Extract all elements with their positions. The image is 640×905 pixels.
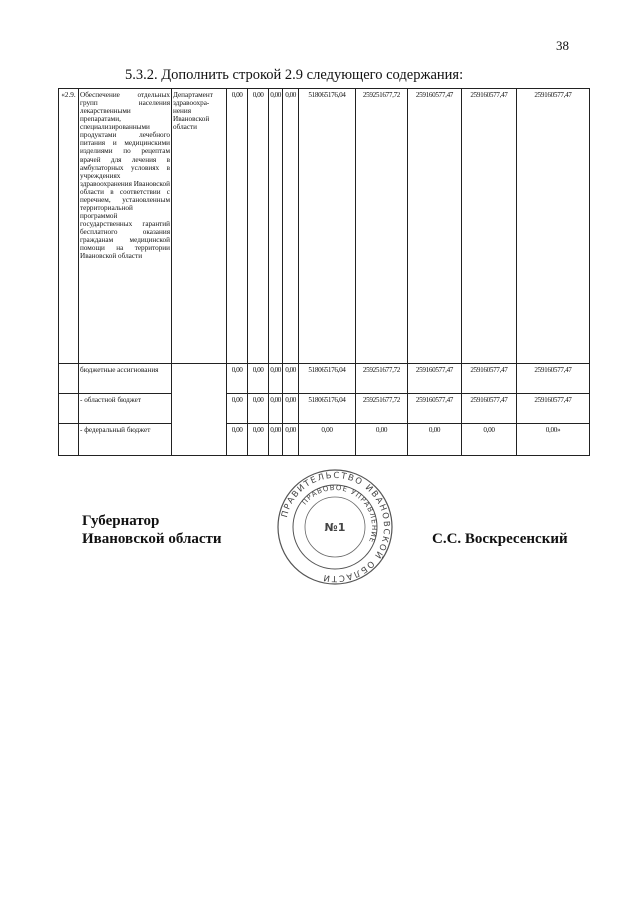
table-cell: 0,00 (248, 89, 269, 364)
row-label: бюджетные ассигнования (79, 364, 172, 394)
seal-number: №1 (324, 521, 346, 534)
section-heading: 5.3.2. Дополнить строкой 2.9 следующего содержания: (125, 67, 464, 83)
table-cell: 0,00 (269, 424, 283, 456)
table-cell: 259160577,47 (517, 364, 590, 394)
table-cell: 259160577,47 (462, 364, 517, 394)
row-label: - областной бюджет (79, 394, 172, 424)
row-label: - федеральный бюджет (79, 424, 172, 456)
table-cell: 0,00 (283, 394, 299, 424)
table-row-regional (59, 394, 590, 424)
table-cell: 0,00 (248, 394, 269, 424)
table-cell: 0,00 (269, 89, 283, 364)
seal-inner-text: ПРАВОВОЕ УПРАВЛЕНИЕ (300, 483, 379, 545)
official-seal (276, 468, 394, 586)
table-cell: 259160577,47 (462, 394, 517, 424)
seal-ring-text: ПРАВИТЕЛЬСТВО ИВАНОВСКОЙ ОБЛАСТИ (279, 470, 392, 584)
signatory-title-line: Ивановской области (82, 531, 222, 547)
signatory-title-line: Губернатор (82, 513, 160, 529)
table-cell: 259251677,72 (356, 364, 408, 394)
table-cell: 0,00 (408, 424, 462, 456)
empty-cell (59, 424, 79, 456)
page-number: 38 (556, 38, 569, 53)
row-department: Департамент здравоохра-нения Ивановской области (172, 89, 227, 364)
table-cell: 0,00 (248, 364, 269, 394)
table-cell: 0,00» (517, 424, 590, 456)
table-row-federal (59, 424, 590, 456)
signatory-name: С.С. Воскресенский (432, 531, 568, 547)
table-row-main (59, 89, 590, 364)
table-cell: 259160577,47 (517, 394, 590, 424)
table-cell: 0,00 (283, 424, 299, 456)
table-row-budget (59, 364, 590, 394)
table-cell: 0,00 (356, 424, 408, 456)
table-cell: 518065176,04 (299, 364, 356, 394)
table-cell: 259160577,47 (408, 89, 462, 364)
table-cell: 259251677,72 (356, 394, 408, 424)
signatory-title (82, 512, 222, 548)
table-cell: 0,00 (283, 364, 299, 394)
table-cell: 0,00 (227, 364, 248, 394)
table-cell: 259160577,47 (462, 89, 517, 364)
table-cell: 259251677,72 (356, 89, 408, 364)
table-cell: 518065176,04 (299, 394, 356, 424)
table-cell: 0,00 (227, 89, 248, 364)
row-description: Обеспечение отдельных групп населения лекарственными препаратами, специализированными продуктами лечебного питания и медицинскими изделиями по рецептам врачей для лечения в амбулаторных условиях в учреждениях здравоохранения Ивановской области в соответствии с перечнем, установленным территориальной программой государственных гарантий бесплатного оказания гражданам медицинской помощи на территории Ивановской области (79, 89, 172, 364)
table-cell: 0,00 (299, 424, 356, 456)
table-cell: 518065176,04 (299, 89, 356, 364)
table-cell: 259160577,47 (517, 89, 590, 364)
table-cell: 259160577,47 (408, 364, 462, 394)
row-code: «2.9. (59, 89, 79, 364)
table-cell: 0,00 (248, 424, 269, 456)
table-cell: 0,00 (269, 394, 283, 424)
empty-cell (59, 394, 79, 424)
table-cell: 0,00 (269, 364, 283, 394)
table-cell: 0,00 (227, 424, 248, 456)
table-cell: 0,00 (462, 424, 517, 456)
budget-table (58, 88, 590, 456)
empty-cell (59, 364, 79, 394)
empty-cell (172, 364, 227, 456)
table-cell: 0,00 (227, 394, 248, 424)
table-cell: 0,00 (283, 89, 299, 364)
table-cell: 259160577,47 (408, 394, 462, 424)
